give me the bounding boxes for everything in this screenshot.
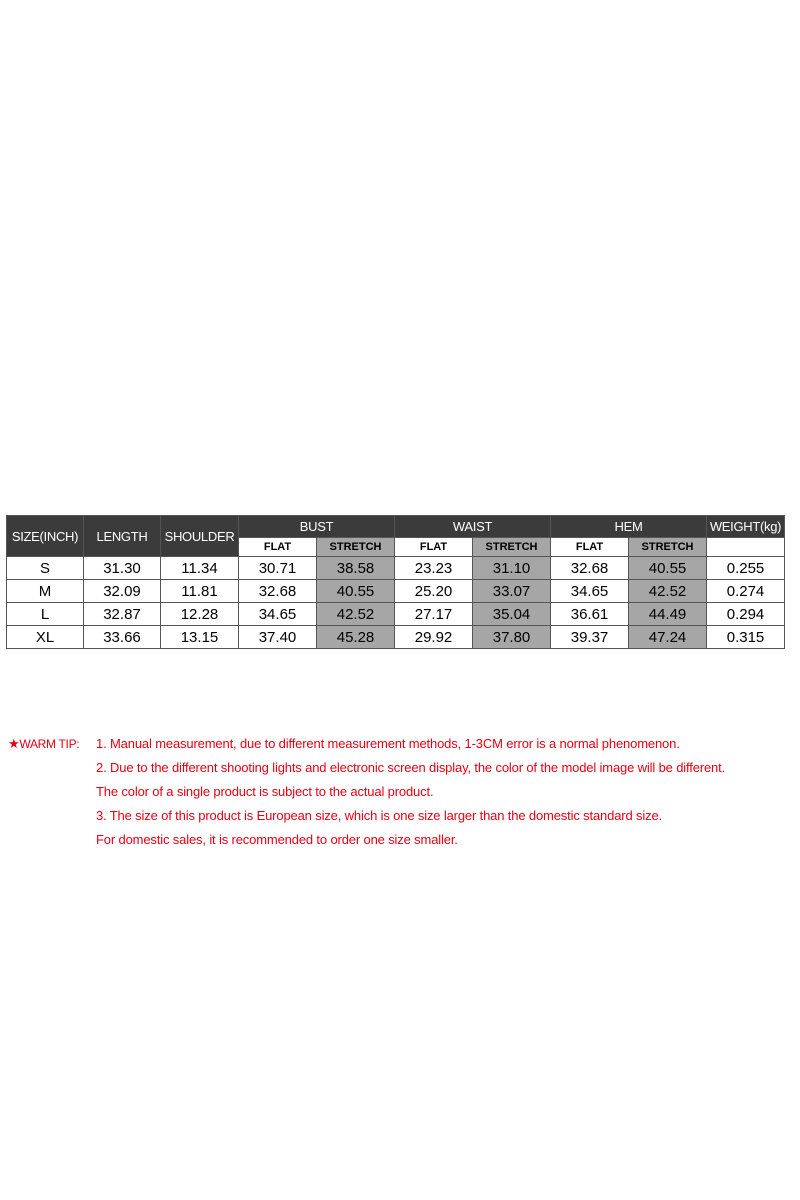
weight-header: WEIGHT(kg): [707, 516, 785, 538]
hem-stretch-cell: 42.52: [629, 580, 707, 603]
table-row: [7, 603, 785, 626]
warm-tip-line: For domestic sales, it is recommended to order one size smaller.: [96, 832, 458, 847]
bust-header: BUST: [239, 516, 395, 538]
size-cell: XL: [7, 626, 84, 649]
weight-cell: 0.274: [707, 580, 785, 603]
hem-stretch-cell: 40.55: [629, 557, 707, 580]
length-cell: 33.66: [84, 626, 161, 649]
table-row: [7, 580, 785, 603]
weight-cell: 0.255: [707, 557, 785, 580]
bust-stretch-subheader: STRETCH: [317, 538, 395, 557]
waist-stretch-cell: 37.80: [473, 626, 551, 649]
waist-flat-cell: 29.92: [395, 626, 473, 649]
bust-flat-cell: 34.65: [239, 603, 317, 626]
bust-flat-cell: 30.71: [239, 557, 317, 580]
hem-stretch-cell: 44.49: [629, 603, 707, 626]
bust-stretch-cell: 45.28: [317, 626, 395, 649]
hem-flat-subheader: FLAT: [551, 538, 629, 557]
shoulder-cell: 11.81: [161, 580, 239, 603]
size-cell: S: [7, 557, 84, 580]
shoulder-cell: 12.28: [161, 603, 239, 626]
warm-tip-line: 3. The size of this product is European size, which is one size larger than the domestic standard size.: [96, 808, 663, 823]
weight-cell: 0.294: [707, 603, 785, 626]
table-header-row: [7, 516, 785, 538]
bust-flat-subheader: FLAT: [239, 538, 317, 557]
bust-stretch-cell: 38.58: [317, 557, 395, 580]
hem-flat-cell: 32.68: [551, 557, 629, 580]
waist-flat-cell: 25.20: [395, 580, 473, 603]
warm-tip-line: 2. Due to the different shooting lights and electronic screen display, the color of the model image will be different.: [96, 760, 726, 775]
weight-cell: 0.315: [707, 626, 785, 649]
length-cell: 31.30: [84, 557, 161, 580]
waist-flat-subheader: FLAT: [395, 538, 473, 557]
shoulder-cell: 13.15: [161, 626, 239, 649]
hem-header: HEM: [551, 516, 707, 538]
hem-flat-cell: 39.37: [551, 626, 629, 649]
waist-flat-cell: 23.23: [395, 557, 473, 580]
bust-stretch-cell: 42.52: [317, 603, 395, 626]
warm-tip-line: The color of a single product is subject to the actual product.: [96, 784, 434, 799]
warm-tip-line: 1. Manual measurement, due to different measurement methods, 1-3CM error is a normal phenomenon.: [96, 736, 680, 751]
bust-flat-cell: 32.68: [239, 580, 317, 603]
size-cell: L: [7, 603, 84, 626]
hem-stretch-cell: 47.24: [629, 626, 707, 649]
waist-stretch-subheader: STRETCH: [473, 538, 551, 557]
length-header: LENGTH: [84, 516, 161, 557]
waist-stretch-cell: 35.04: [473, 603, 551, 626]
size-cell: M: [7, 580, 84, 603]
waist-header: WAIST: [395, 516, 551, 538]
table-row: [7, 557, 785, 580]
weight-subheader-empty: [707, 538, 785, 557]
shoulder-cell: 11.34: [161, 557, 239, 580]
table-row: [7, 626, 785, 649]
shoulder-header: SHOULDER: [161, 516, 239, 557]
hem-flat-cell: 36.61: [551, 603, 629, 626]
hem-flat-cell: 34.65: [551, 580, 629, 603]
bust-flat-cell: 37.40: [239, 626, 317, 649]
warm-tip-lines: [96, 732, 798, 852]
star-icon: ★: [8, 736, 20, 751]
bust-stretch-cell: 40.55: [317, 580, 395, 603]
size-chart-table: [6, 515, 785, 649]
length-cell: 32.09: [84, 580, 161, 603]
warm-tip-label: WARM TIP:: [19, 737, 80, 751]
waist-flat-cell: 27.17: [395, 603, 473, 626]
waist-stretch-cell: 31.10: [473, 557, 551, 580]
waist-stretch-cell: 33.07: [473, 580, 551, 603]
warm-tip-label-group: [8, 732, 79, 756]
length-cell: 32.87: [84, 603, 161, 626]
size-header: SIZE(INCH): [7, 516, 84, 557]
hem-stretch-subheader: STRETCH: [629, 538, 707, 557]
